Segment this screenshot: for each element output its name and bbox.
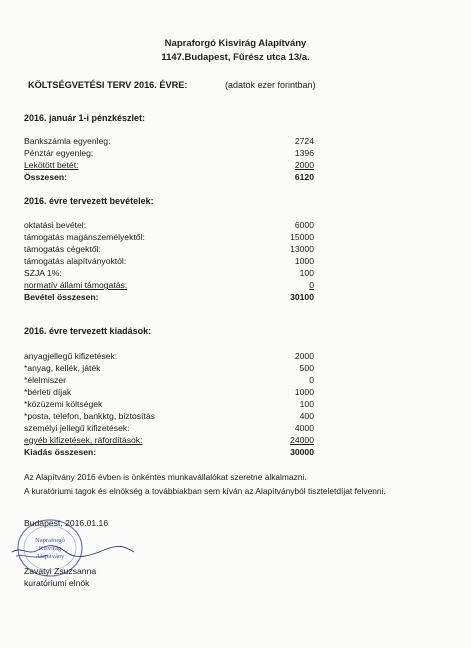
row-value: 4000	[294, 423, 314, 433]
row-value: 500	[299, 363, 314, 373]
row-label: *bérleti díjak	[24, 387, 72, 397]
income-row	[24, 232, 314, 243]
row-value: 30100	[290, 292, 314, 302]
opening-heading: 2016. január 1-i pénzkészlet:	[24, 113, 146, 123]
row-label: támogatás alapítványoktól:	[24, 256, 127, 266]
row-value: 15000	[290, 232, 314, 242]
row-value: 0	[309, 375, 314, 385]
org-address: 1147.Budapest, Fűrész utca 13/a.	[161, 52, 310, 63]
row-value: 400	[299, 411, 314, 421]
row-value: 2000	[294, 160, 314, 170]
stamp-text-line2: Kisvirág	[38, 545, 62, 552]
row-value: 1000	[294, 256, 314, 266]
row-value: 6000	[294, 220, 314, 230]
expense-row	[24, 435, 314, 446]
expense-total-row	[24, 447, 314, 458]
expense-row	[24, 375, 314, 386]
expense-row	[24, 363, 314, 374]
row-label: *posta, telefon, bankktg, biztosítás	[24, 411, 155, 421]
row-value: 30000	[290, 447, 314, 457]
income-heading: 2016. évre tervezett bevételek:	[24, 196, 154, 206]
expenses-heading: 2016. évre tervezett kiadások:	[24, 326, 152, 336]
row-label: anyagjellegű kifizetések:	[24, 351, 118, 361]
row-label: normatív állami támogatás:	[24, 280, 128, 290]
row-label: támogatás cégektől:	[24, 244, 101, 254]
stamp-text-line3: Alapítvány	[35, 553, 65, 560]
row-value: 100	[299, 399, 314, 409]
opening-row	[24, 136, 314, 147]
expense-row	[24, 411, 314, 422]
unit-note: (adatok ezer forintban)	[225, 80, 316, 90]
income-row	[24, 256, 314, 267]
income-total-row	[24, 292, 314, 303]
row-value: 2724	[294, 136, 314, 146]
row-value: 2000	[294, 351, 314, 361]
document-title: KÖLTSÉGVETÉSI TERV 2016. ÉVRE:	[28, 80, 188, 90]
signer-role: kuratóriumi elnök	[24, 578, 90, 588]
opening-row	[24, 160, 314, 171]
expense-row	[24, 387, 314, 398]
row-value: 1396	[294, 148, 314, 158]
row-label: Kiadás összesen:	[24, 447, 97, 457]
row-label: egyéb kifizetések, ráfordítások:	[24, 435, 143, 445]
income-row	[24, 268, 314, 279]
row-value: 0	[309, 280, 314, 290]
row-value: 6120	[294, 172, 314, 182]
income-row	[24, 244, 314, 255]
income-row	[24, 280, 314, 291]
opening-total-row	[24, 172, 314, 183]
row-label: *közüzemi költségek	[24, 399, 103, 409]
row-label: Bankszámla egyenleg:	[24, 136, 111, 146]
place-date: Budapest, 2016.01.16	[24, 518, 109, 528]
row-value: 1000	[294, 387, 314, 397]
stamp-text-line1: Napraforgó	[35, 537, 65, 544]
income-row	[24, 220, 314, 231]
note-volunteers: Az Alapítvány 2016 évben is önkéntes munkavállalókat szeretne alkalmazni.	[24, 472, 307, 482]
expense-row	[24, 399, 314, 410]
row-label: Összesen:	[24, 172, 67, 182]
note-board-fee: A kuratóriumi tagok és elnökség a továbbiakban sem kíván az Alapítványból tiszteletdíjat felvenni.	[24, 486, 386, 496]
expense-row	[24, 423, 314, 434]
org-name: Napraforgó Kisvirág Alapítvány	[164, 38, 307, 49]
row-label: SZJA 1%:	[24, 268, 62, 278]
signer-name: Zavatyi Zsuzsanna	[24, 566, 97, 576]
row-label: Lekötött betét:	[24, 160, 79, 170]
row-value: 24000	[290, 435, 314, 445]
row-label: Bevétel összesen:	[24, 292, 99, 302]
expense-row	[24, 351, 314, 362]
row-label: oktatási bevétel:	[24, 220, 87, 230]
row-label: támogatás magánszemélyektől:	[24, 232, 145, 242]
row-label: *anyag, kellék, játék	[24, 363, 101, 373]
row-label: *élelmiszer	[24, 375, 67, 385]
row-value: 13000	[290, 244, 314, 254]
row-value: 100	[299, 268, 314, 278]
handwritten-signature	[12, 546, 134, 557]
row-label: személyi jellegű kifizetések:	[24, 423, 130, 433]
opening-row	[24, 148, 314, 159]
row-label: Pénztár egyenleg:	[24, 148, 94, 158]
